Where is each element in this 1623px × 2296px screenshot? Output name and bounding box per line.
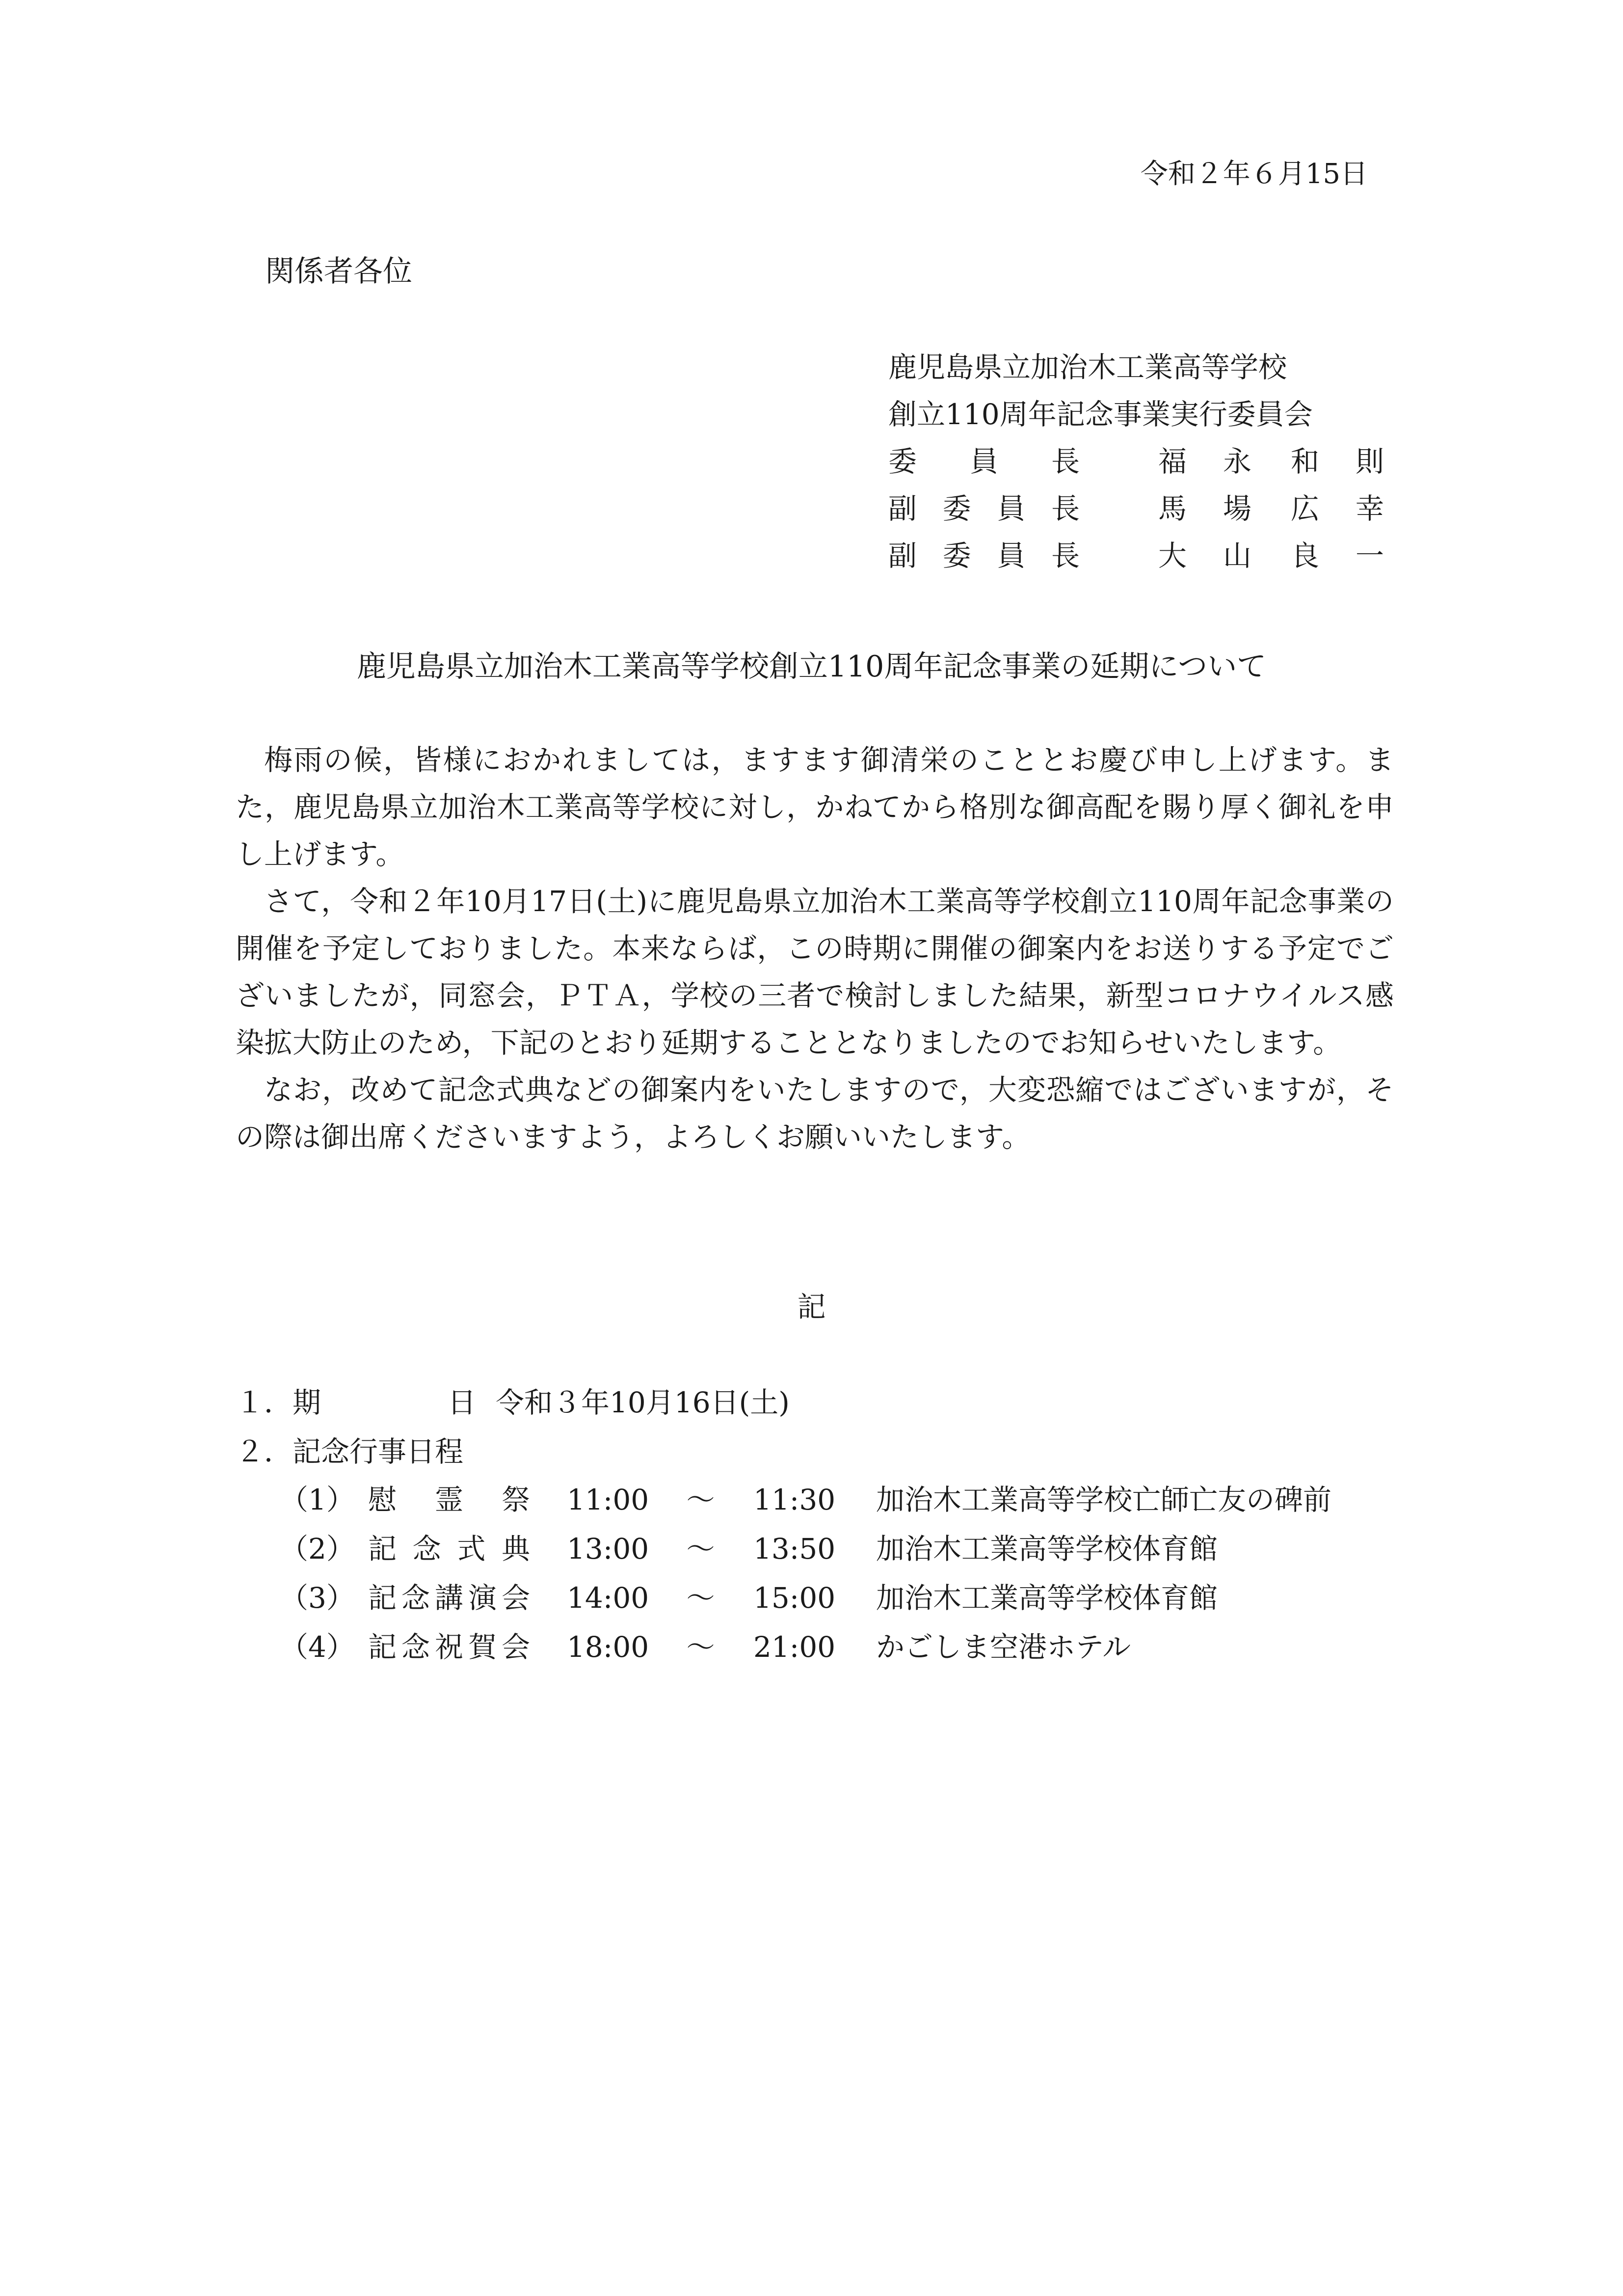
sender-school: 鹿児島県立加治木工業高等学校	[888, 351, 1287, 384]
schedule-event: 記 念 講 演 会	[368, 1581, 530, 1615]
schedule-row: （2） 記 念 式 典 13:00 ～ 13:50 加治木工業高等学校体育館	[280, 1524, 1331, 1573]
ki-heading: 記	[797, 1290, 826, 1324]
body-paragraph: さて，令和２年10月17日(土)に鹿児島県立加治木工業高等学校創立110周年記念事業の開催を予定しておりました。本来ならば，この時期に開催の御案内をお送りする予定でございましたが，同窓会，ＰＴＡ，学校の三者で検討しました結果，新型コロナウイルス感染拡大防止のため，下記のとおり延期することとなりましたのでお知らせいたします。	[236, 885, 1394, 1059]
schedule-start: 14:00	[567, 1581, 649, 1615]
member-role: 副 委 員 長	[888, 492, 1080, 525]
schedule-event: 慰 霊 祭	[368, 1483, 530, 1516]
body-paragraph: なお，改めて記念式典などの御案内をいたしますので，大変恐縮ではございますが，その際は御出席くださいますよう，よろしくお願いいたします。	[236, 1073, 1394, 1154]
schedule-event: 記 念 式 典	[368, 1532, 530, 1566]
member-role: 委 員 長	[888, 445, 1080, 478]
member-role: 副 委 員 長	[888, 539, 1080, 572]
schedule-venue: 加治木工業高等学校体育館	[876, 1581, 1218, 1615]
item-date-value: 令和３年10月16日(土)	[496, 1386, 790, 1419]
document-title: 鹿児島県立加治木工業高等学校創立110周年記念事業の延期について	[356, 649, 1267, 684]
item-date-label: １．期 日	[236, 1386, 476, 1419]
item-schedule-heading: ２．記念行事日程	[236, 1435, 464, 1468]
document-body	[236, 736, 1394, 1161]
item-date	[236, 1379, 790, 1421]
schedule-end: 13:50	[753, 1532, 836, 1566]
schedule-venue: 加治木工業高等学校体育館	[876, 1532, 1218, 1566]
sender-member	[888, 485, 1384, 532]
member-name: 福 永 和 則	[1158, 445, 1384, 478]
schedule-end: 21:00	[753, 1630, 836, 1664]
schedule-list	[280, 1475, 1331, 1672]
sender-block	[888, 344, 1384, 579]
member-name: 大 山 良 一	[1158, 539, 1384, 572]
body-paragraph: 梅雨の候，皆様におかれましては，ますます御清栄のこととお慶び申し上げます。また，鹿児島県立加治木工業高等学校に対し，かねてから格別な御高配を賜り厚く御礼を申し上げます。	[236, 743, 1394, 871]
document-date: 令和２年６月15日	[1140, 158, 1368, 190]
sender-committee: 創立110周年記念事業実行委員会	[888, 398, 1313, 431]
schedule-event: 記 念 祝 賀 会	[368, 1630, 530, 1664]
schedule-row: （1） 慰 霊 祭 11:00 ～ 11:30 加治木工業高等学校亡師亡友の碑前	[280, 1475, 1331, 1524]
schedule-venue: かごしま空港ホテル	[876, 1630, 1131, 1664]
schedule-end: 11:30	[753, 1483, 836, 1516]
schedule-start: 13:00	[567, 1532, 649, 1566]
sender-member	[888, 532, 1384, 579]
schedule-row: （3） 記 念 講 演 会 14:00 ～ 15:00 加治木工業高等学校体育館	[280, 1573, 1331, 1622]
schedule-venue: 加治木工業高等学校亡師亡友の碑前	[876, 1483, 1332, 1516]
schedule-start: 11:00	[567, 1483, 649, 1516]
member-name: 馬 場 広 幸	[1158, 492, 1384, 525]
recipient: 関係者各位	[265, 254, 412, 289]
schedule-end: 15:00	[753, 1581, 836, 1615]
schedule-row: （4） 記 念 祝 賀 会 18:00 ～ 21:00 かごしま空港ホテル	[280, 1622, 1331, 1672]
schedule-start: 18:00	[567, 1630, 649, 1664]
sender-member	[888, 438, 1384, 485]
